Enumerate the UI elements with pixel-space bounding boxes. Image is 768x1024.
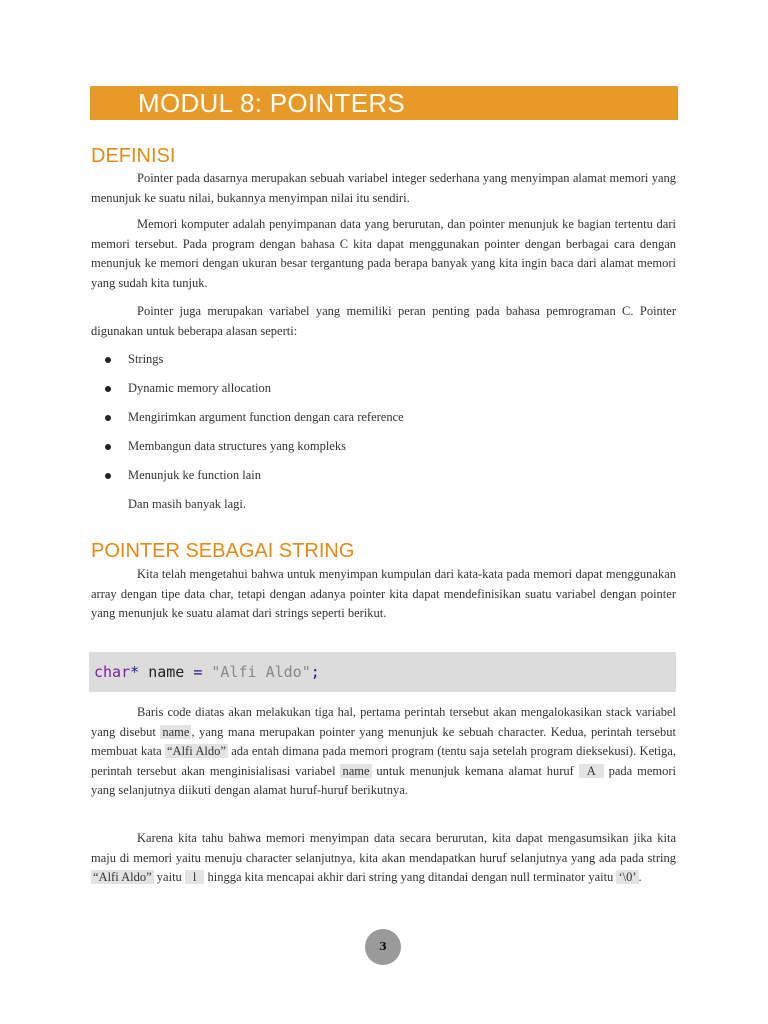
list-item-text: Strings	[128, 352, 164, 366]
highlight-name: name	[342, 763, 370, 778]
text-run: Baris code diatas akan melakukan tiga hal, pertama perintah tersebut akan mengalokasikan stack variabel yang disebut	[91, 705, 676, 739]
text-run: hingga kita mencapai akhir dari string yang ditandai dengan null terminator yaitu	[204, 870, 617, 884]
list-item	[91, 466, 676, 495]
text-run: untuk menunjuk kemana alamat huruf	[371, 763, 579, 778]
bullet-dot	[105, 415, 111, 421]
text-run: pada memori yang selanjutnya diikuti dengan alamat huruf-huruf berikutnya.	[91, 763, 677, 797]
list-item-text: Dynamic memory allocation	[128, 381, 272, 395]
bullet-dot	[105, 386, 111, 392]
list-item-text: Membangun data structures yang kompleks	[128, 439, 347, 453]
module-title: MODUL 8: POINTERS	[138, 88, 406, 118]
code-semicolon: ;	[310, 663, 320, 681]
text-run: yaitu	[153, 870, 185, 884]
definisi-paragraph-1: Pointer pada dasarnya merupakan sebuah variabel integer sederhana yang menyimpan alamat memori yang menunjuk ke suatu nilai, bukannya menyimpan nilai itu sendiri.	[91, 171, 676, 205]
text-run: .	[638, 870, 642, 884]
list-item-text: Menunjuk ke function lain	[128, 468, 261, 482]
code-type-keyword: char	[94, 663, 131, 681]
definisi-paragraph-2: Memori komputer adalah penyimpanan data yang berurutan, dan pointer menunjuk ke bagian tertentu dari memori tersebut. Pada program dengan bahasa C kita dapat menggunakan pointer dengan berbagai cara dengan menunjuk ke memori dengan ukuran besar tergantung pada berapa banyak yang kita ingin baca dari alamat memori yang sudah kita tunjuk.	[91, 217, 676, 290]
pointer-string-paragraph-3	[91, 829, 676, 888]
pointer-string-paragraph-2	[91, 703, 676, 801]
code-assign-operator: =	[193, 663, 203, 681]
code-pointer-star: *	[130, 663, 140, 681]
list-item-text: Mengirimkan argument function dengan cara reference	[128, 410, 404, 424]
text-run: Karena kita tahu bahwa memori menyimpan data secara berurutan, kita dapat mengasumsikan jika kita maju di memori yaitu menuju character selanjutnya, kita akan mendapatkan huruf selanjutnya yang ada pada string	[91, 831, 676, 865]
bullet-dot	[105, 357, 111, 363]
highlight-letter-a: A	[579, 764, 604, 778]
list-item	[91, 437, 676, 466]
pointer-string-paragraph-1: Kita telah mengetahui bahwa untuk menyimpan kumpulan dari kata-kata pada memori dapat menggunakan array dengan tipe data char, tetapi dengan adanya pointer kita dapat mendefinisikan suatu variabel dengan pointer yang menunjuk ke suatu alamat dari strings seperti berikut.	[91, 567, 676, 620]
code-block	[89, 652, 676, 692]
list-item	[91, 379, 676, 408]
list-item	[91, 350, 676, 379]
list-item	[91, 408, 676, 437]
text-run: ada entah dimana pada memori program (tentu saja setelah program dieksekusi). Ketiga, perintah tersebut akan menginisialisasi variabel	[91, 744, 676, 778]
code-variable-name: name	[148, 663, 185, 681]
code-string-literal: "Alfi Aldo"	[211, 663, 311, 681]
highlight-letter-l: l	[185, 870, 204, 884]
section-heading-definisi: DEFINISI	[91, 145, 176, 167]
section-heading-pointer-string: POINTER SEBAGAI STRING	[91, 540, 355, 562]
highlight-name: name	[162, 724, 190, 739]
pointer-uses-list	[91, 350, 676, 495]
highlight-alfi-aldo: “Alfi Aldo”	[93, 870, 152, 884]
definisi-paragraph-3: Pointer juga merupakan variabel yang memiliki peran penting pada bahasa pemrograman C. Pointer digunakan untuk beberapa alasan seperti:	[91, 304, 676, 338]
text-run: , yang mana merupakan pointer yang menunjuk ke sebuah character. Kedua, perintah tersebut membuat kata	[91, 724, 676, 758]
highlight-null-terminator: ‘\0’	[618, 870, 637, 884]
bullet-dot	[105, 444, 111, 450]
list-closing-text: Dan masih banyak lagi.	[128, 497, 247, 511]
highlight-alfi-aldo: “Alfi Aldo”	[167, 744, 226, 758]
title-banner	[90, 86, 678, 120]
page-number-badge: 3	[365, 929, 401, 965]
bullet-dot	[105, 473, 111, 479]
